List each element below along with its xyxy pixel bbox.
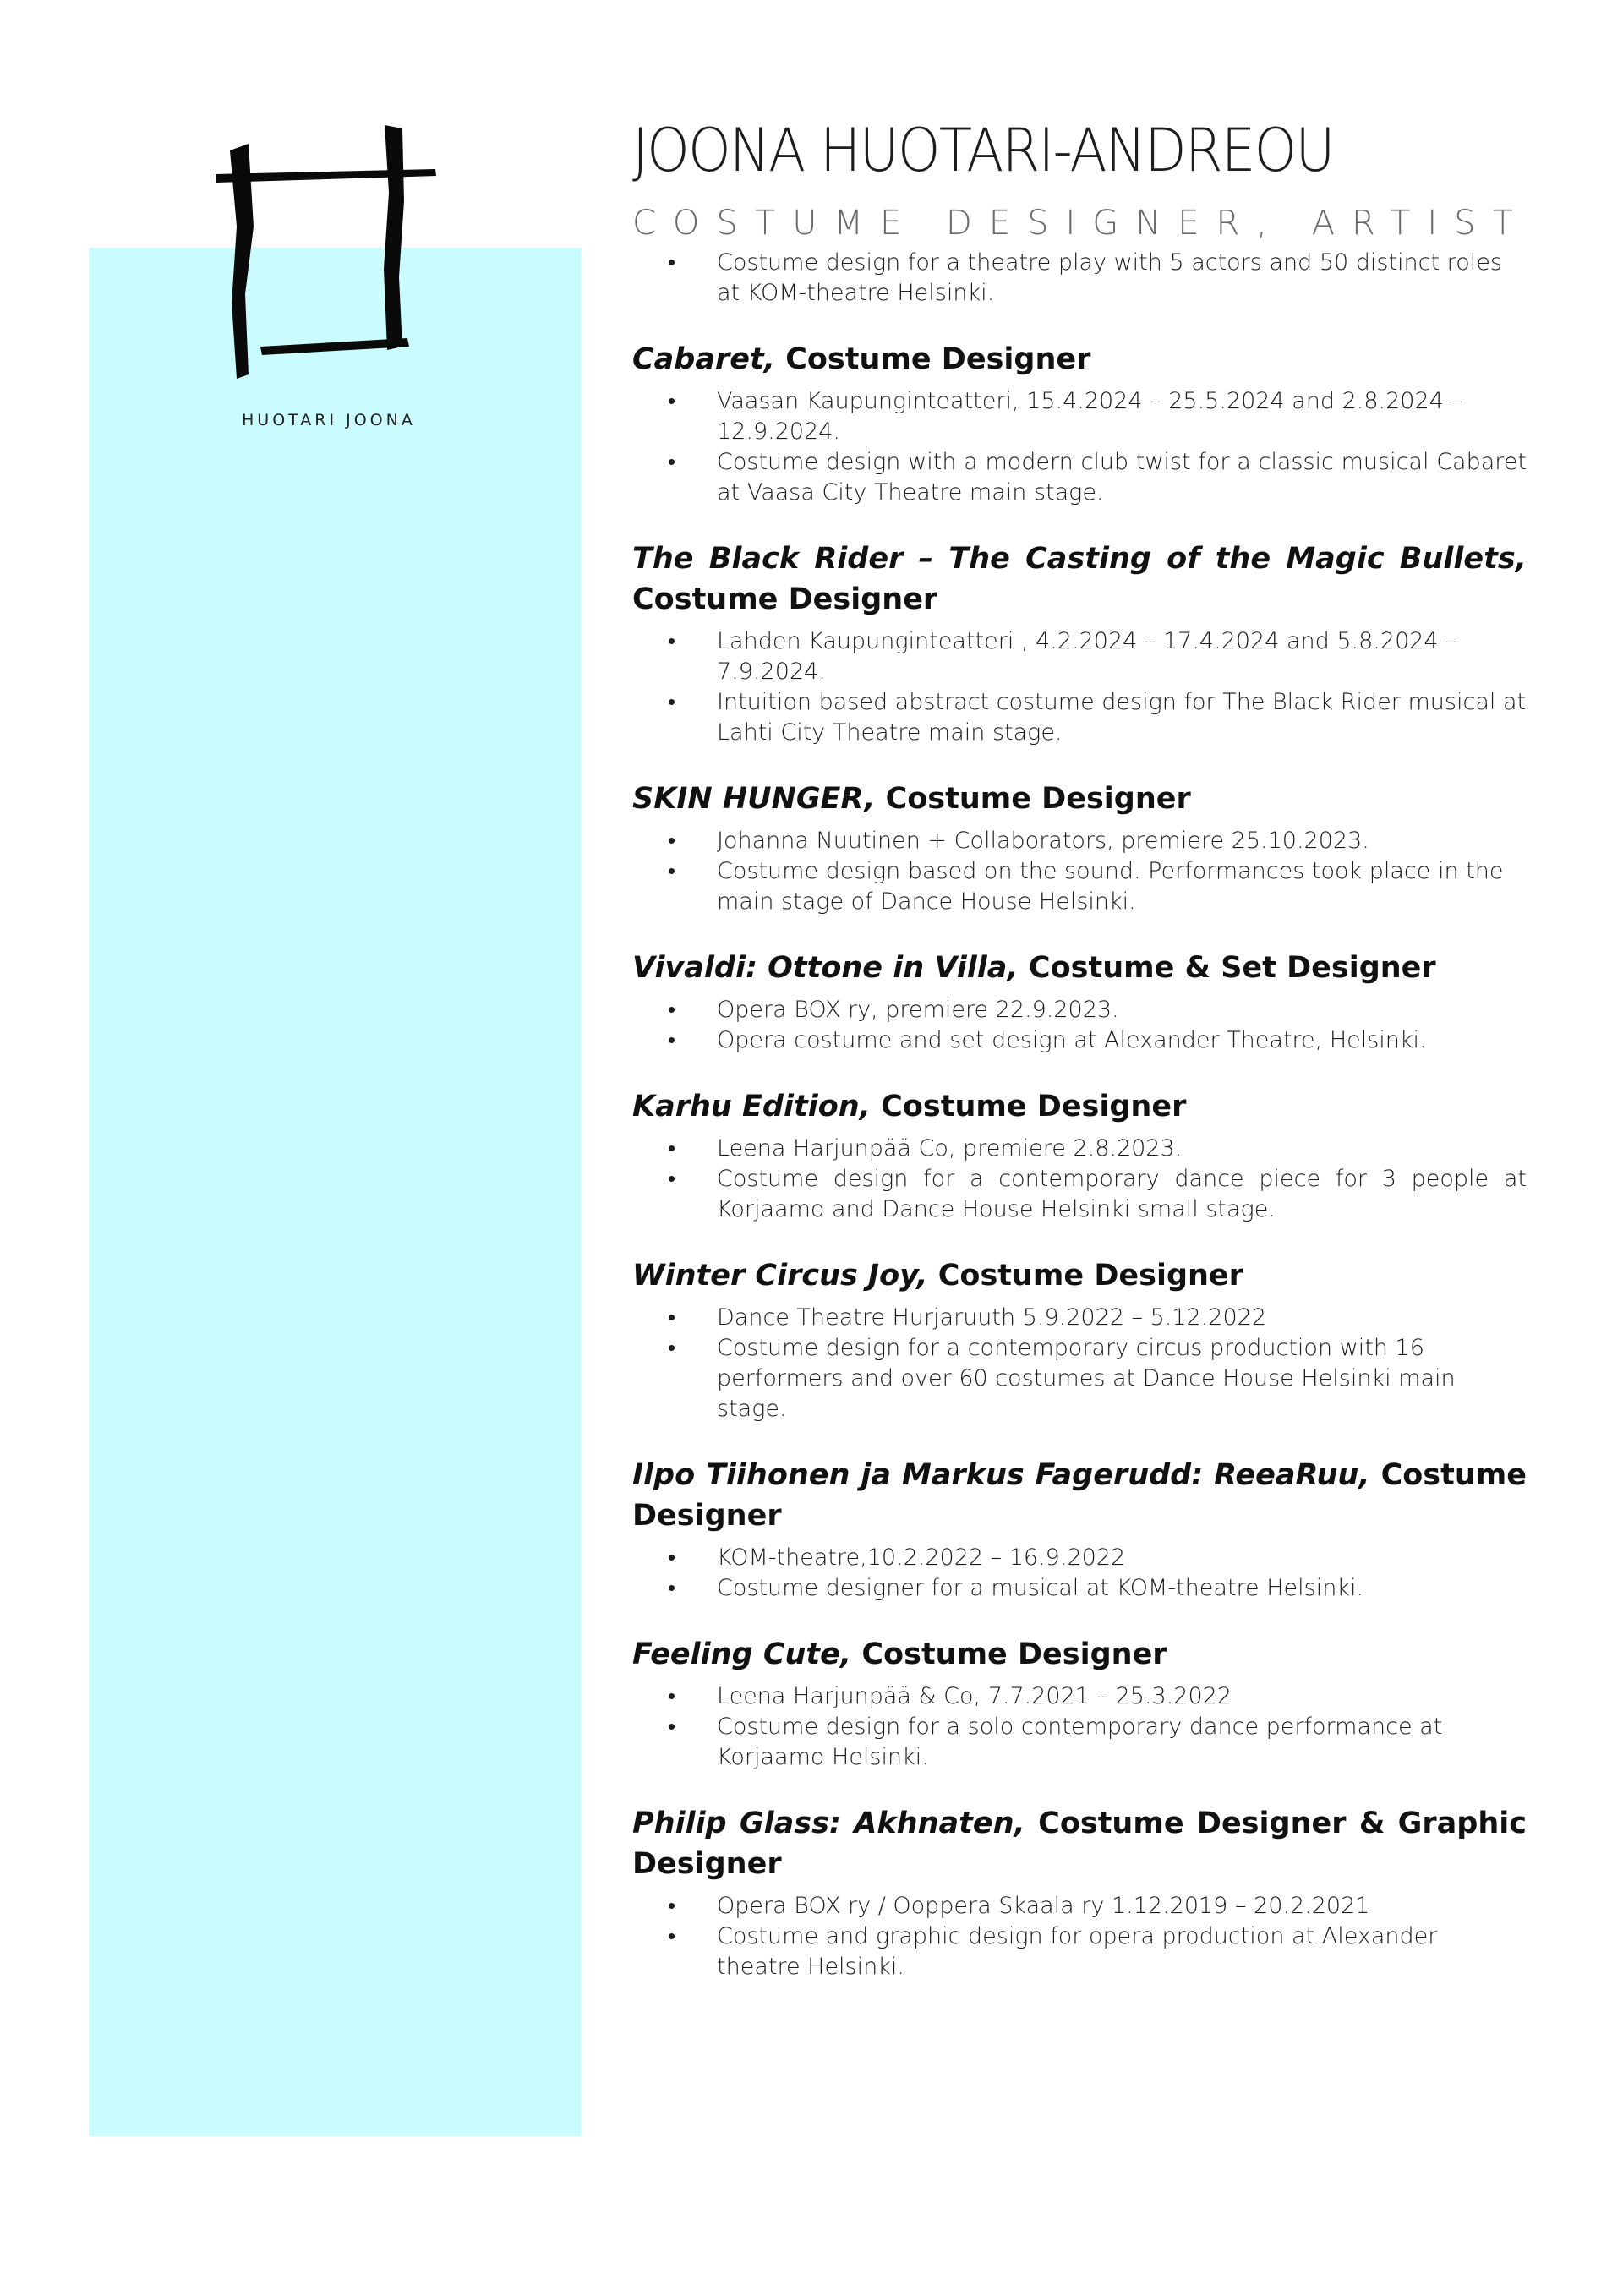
list-item: • KOM-theatre,10.2.2022 – 16.9.2022	[668, 1544, 1126, 1571]
entry	[632, 779, 1527, 917]
entry-bullet-list	[632, 386, 1527, 508]
entry	[632, 1086, 1527, 1225]
entry-title: Karhu Edition, Costume Designer	[632, 1090, 1187, 1123]
list-item: • Dance Theatre Hurjaruuth 5.9.2022 – 5.12.2022	[668, 1304, 1267, 1331]
entry-title: Ilpo Tiihonen ja Markus Fagerudd: ReeaRuu, Costume Designer	[632, 1458, 1527, 1533]
entry-bullet-list	[632, 626, 1527, 748]
person-title: COSTUME DESIGNER, ARTIST	[632, 204, 1530, 243]
list-item: • Costume design for a contemporary circus production with 16 performers and over 60 costumes at Dance House Helsinki main stage.	[668, 1335, 1456, 1422]
entry-title: The Black Rider – The Casting of the Magic Bullets, Costume Designer	[632, 542, 1527, 616]
list-item: • Opera BOX ry, premiere 22.9.2023.	[668, 997, 1119, 1023]
list-item: • Costume design based on the sound. Performances took place in the main stage of Dance House Helsinki.	[668, 858, 1504, 915]
cv-content	[632, 248, 1527, 1982]
entry-title: Philip Glass: Akhnaten, Costume Designer & Graphic Designer	[632, 1807, 1527, 1881]
person-name: JOONA HUOTARI-ANDREOU	[632, 116, 1334, 185]
entry-title: Vivaldi: Ottone in Villa, Costume & Set Designer	[632, 951, 1436, 985]
list-item: • Lahden Kaupunginteatteri , 4.2.2024 – 17.4.2024 and 5.8.2024 – 7.9.2024.	[668, 628, 1457, 685]
entry-title: Cabaret, Costume Designer	[632, 342, 1091, 376]
list-item: • Costume design with a modern club twist for a classic musical Cabaret at Vaasa City Theatre main stage.	[668, 449, 1527, 506]
entry-title: Winter Circus Joy, Costume Designer	[632, 1259, 1243, 1293]
list-item: • Costume design for a contemporary dance piece for 3 people at Korjaamo and Dance House Helsinki small stage.	[668, 1166, 1527, 1222]
list-item: • Leena Harjunpää & Co, 7.7.2021 – 25.3.2022	[668, 1683, 1232, 1709]
entry	[632, 1634, 1527, 1773]
entry	[632, 1803, 1527, 1982]
hj-monogram-icon	[211, 125, 448, 404]
entry-bullet-list	[632, 1303, 1527, 1424]
list-item: • Johanna Nuutinen + Collaborators, premiere 25.10.2023.	[668, 828, 1369, 854]
list-item: • Opera BOX ry / Ooppera Skaala ry 1.12.2019 – 20.2.2021	[668, 1893, 1370, 1919]
intro-bullet-list	[632, 248, 1527, 309]
list-item: • Costume design for a theatre play with 5 actors and 50 distinct roles at KOM-theatre Helsinki.	[668, 249, 1502, 306]
sidebar-panel	[89, 248, 581, 2136]
list-item: • Costume design for a solo contemporary dance performance at Korjaamo Helsinki.	[668, 1714, 1443, 1770]
entry-title: Feeling Cute, Costume Designer	[632, 1637, 1167, 1671]
entry-bullet-list	[632, 995, 1527, 1056]
entry	[632, 339, 1527, 508]
entry-bullet-list	[632, 1681, 1527, 1773]
list-item: • Intuition based abstract costume design for The Black Rider musical at Lahti City Theatre main stage.	[668, 689, 1527, 746]
entry	[632, 948, 1527, 1056]
entry	[632, 538, 1527, 748]
entry	[632, 1255, 1527, 1424]
hj-monogram-logo	[211, 125, 448, 446]
list-item: • Costume designer for a musical at KOM-theatre Helsinki.	[668, 1575, 1364, 1601]
entry-bullet-list	[632, 1543, 1527, 1604]
entry	[632, 1455, 1527, 1604]
entry-bullet-list	[632, 1891, 1527, 1982]
entry-bullet-list	[632, 1134, 1527, 1225]
list-item: • Costume and graphic design for opera production at Alexander theatre Helsinki.	[668, 1923, 1438, 1980]
list-item: • Vaasan Kaupunginteatteri, 15.4.2024 – 25.5.2024 and 2.8.2024 – 12.9.2024.	[668, 388, 1462, 445]
entry-title: SKIN HUNGER, Costume Designer	[632, 782, 1191, 816]
list-item: • Opera costume and set design at Alexander Theatre, Helsinki.	[668, 1027, 1427, 1053]
list-item: • Leena Harjunpää Co, premiere 2.8.2023.	[668, 1135, 1183, 1162]
entry-bullet-list	[632, 826, 1527, 917]
logo-text: HUOTARI JOONA	[242, 411, 416, 429]
